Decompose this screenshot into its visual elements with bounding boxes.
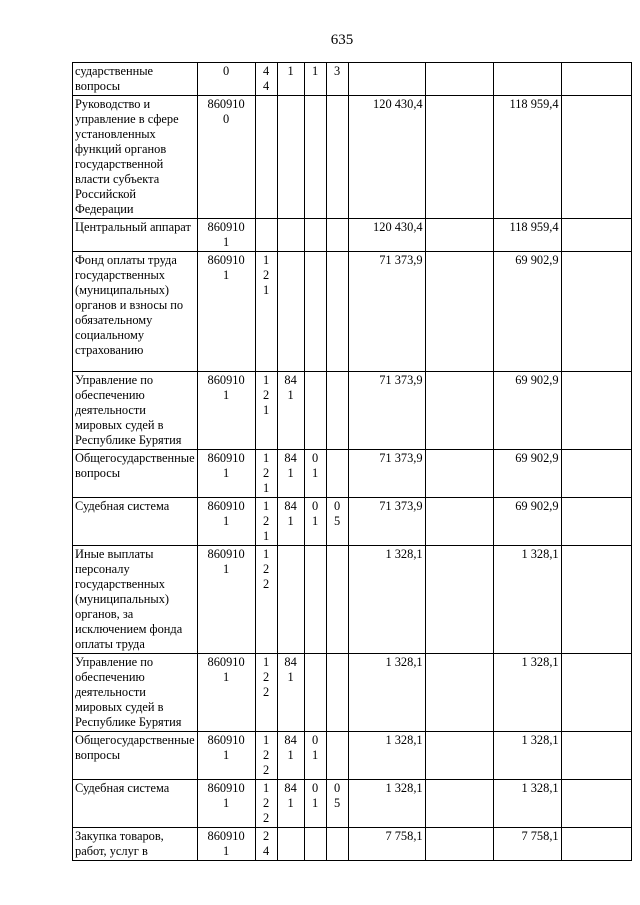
row-c4-cell	[326, 732, 348, 780]
c1-value: 1 2 2	[263, 655, 270, 699]
row-code-cell	[197, 828, 255, 861]
code-value: 860910 0	[207, 97, 245, 126]
row-amount1-cell: 1 328,1	[348, 780, 425, 828]
row-empty-cell	[425, 450, 493, 498]
table-row	[73, 654, 632, 732]
row-empty-cell	[425, 780, 493, 828]
row-c1-cell	[255, 732, 277, 780]
table-row	[73, 219, 632, 252]
table-row	[73, 498, 632, 546]
row-c1-cell	[255, 450, 277, 498]
row-c1-cell	[255, 780, 277, 828]
row-c2-cell	[277, 546, 304, 654]
row-c2-cell	[277, 828, 304, 861]
row-c4-cell	[326, 372, 348, 450]
table-row	[73, 450, 632, 498]
row-c4-cell	[326, 780, 348, 828]
c3-value: 0 1	[312, 781, 319, 810]
row-c2-cell	[277, 96, 304, 219]
row-amount2-cell: 7 758,1	[493, 828, 561, 861]
row-empty-cell	[561, 372, 631, 450]
row-empty-cell	[561, 546, 631, 654]
row-c2-cell	[277, 450, 304, 498]
row-name-cell: Управление по обеспечению деятельности мировых судей в Республике Бурятия	[73, 654, 198, 732]
row-name-cell: Судебная система	[73, 498, 198, 546]
row-code-cell	[197, 780, 255, 828]
row-code-cell	[197, 546, 255, 654]
code-value: 860910 1	[207, 829, 245, 858]
row-name-cell: Иные выплаты персоналу государственных (муниципальных) органов, за исключением фонда оплаты труда	[73, 546, 198, 654]
row-c2-cell	[277, 654, 304, 732]
c2-value: 1	[287, 64, 294, 78]
code-value: 860910 1	[207, 220, 245, 249]
row-amount1-cell: 1 328,1	[348, 654, 425, 732]
row-amount1-cell: 120 430,4	[348, 96, 425, 219]
c1-value: 1 2 1	[263, 451, 270, 495]
row-amount1-cell: 1 328,1	[348, 732, 425, 780]
c1-value: 1 2 2	[263, 781, 270, 825]
c4-value: 3	[334, 64, 341, 78]
row-empty-cell	[425, 252, 493, 372]
row-c4-cell	[326, 546, 348, 654]
row-c2-cell	[277, 732, 304, 780]
c2-value: 84 1	[284, 373, 297, 402]
row-empty-cell	[425, 372, 493, 450]
row-empty-cell	[561, 63, 631, 96]
table-row	[73, 732, 632, 780]
row-c3-cell	[304, 252, 326, 372]
budget-table	[72, 62, 632, 861]
c1-value: 1 2 2	[263, 547, 270, 591]
row-empty-cell	[561, 219, 631, 252]
row-c2-cell	[277, 219, 304, 252]
row-c3-cell	[304, 780, 326, 828]
row-amount1-cell: 71 373,9	[348, 252, 425, 372]
table-row	[73, 828, 632, 861]
row-amount2-cell: 118 959,4	[493, 219, 561, 252]
row-c2-cell	[277, 252, 304, 372]
row-c4-cell	[326, 450, 348, 498]
row-c2-cell	[277, 63, 304, 96]
row-amount2-cell: 1 328,1	[493, 546, 561, 654]
table-row	[73, 96, 632, 219]
row-c1-cell	[255, 63, 277, 96]
row-c2-cell	[277, 372, 304, 450]
row-c4-cell	[326, 498, 348, 546]
row-empty-cell	[561, 252, 631, 372]
row-c3-cell	[304, 63, 326, 96]
code-value: 860910 1	[207, 373, 245, 402]
row-amount2-cell: 69 902,9	[493, 252, 561, 372]
row-amount2-cell: 1 328,1	[493, 780, 561, 828]
row-name-cell: Закупка товаров, работ, услуг в	[73, 828, 198, 861]
row-code-cell	[197, 498, 255, 546]
row-name-cell: сударственные вопросы	[73, 63, 198, 96]
c3-value: 0 1	[312, 733, 319, 762]
row-code-cell	[197, 732, 255, 780]
c1-value: 2 4	[263, 829, 270, 858]
row-name-cell: Общегосударственные вопросы	[73, 732, 198, 780]
code-value: 0	[223, 64, 230, 78]
row-amount1-cell: 71 373,9	[348, 372, 425, 450]
row-c3-cell	[304, 546, 326, 654]
row-c2-cell	[277, 498, 304, 546]
row-name-cell: Фонд оплаты труда государственных (муниципальных) органов и взносы по обязательному социальному страхованию	[73, 252, 198, 372]
row-empty-cell	[425, 546, 493, 654]
code-value: 860910 1	[207, 655, 245, 684]
c1-value: 1 2 1	[263, 499, 270, 543]
table-row	[73, 372, 632, 450]
row-amount1-cell: 71 373,9	[348, 450, 425, 498]
table-row	[73, 252, 632, 372]
row-name-cell: Общегосударственные вопросы	[73, 450, 198, 498]
c2-value: 84 1	[284, 733, 297, 762]
row-empty-cell	[425, 63, 493, 96]
row-c1-cell	[255, 546, 277, 654]
row-c3-cell	[304, 96, 326, 219]
c3-value: 0 1	[312, 451, 319, 480]
row-c1-cell	[255, 654, 277, 732]
c1-value: 1 2 2	[263, 733, 270, 777]
code-value: 860910 1	[207, 733, 245, 762]
row-empty-cell	[561, 732, 631, 780]
row-code-cell	[197, 252, 255, 372]
row-c4-cell	[326, 252, 348, 372]
row-empty-cell	[561, 654, 631, 732]
row-c1-cell	[255, 96, 277, 219]
table-row	[73, 780, 632, 828]
row-empty-cell	[561, 96, 631, 219]
c3-value: 1	[312, 64, 319, 78]
row-amount1-cell: 120 430,4	[348, 219, 425, 252]
row-empty-cell	[425, 828, 493, 861]
row-amount2-cell: 118 959,4	[493, 96, 561, 219]
row-amount1-cell: 71 373,9	[348, 498, 425, 546]
row-empty-cell	[425, 654, 493, 732]
row-c1-cell	[255, 372, 277, 450]
row-c1-cell	[255, 252, 277, 372]
row-c3-cell	[304, 372, 326, 450]
c4-value: 0 5	[334, 499, 341, 528]
code-value: 860910 1	[207, 253, 245, 282]
row-empty-cell	[561, 780, 631, 828]
row-empty-cell	[425, 96, 493, 219]
row-empty-cell	[425, 219, 493, 252]
row-amount1-cell	[348, 63, 425, 96]
row-c1-cell	[255, 219, 277, 252]
row-c4-cell	[326, 96, 348, 219]
page-number: 635	[330, 32, 354, 48]
row-amount2-cell	[493, 63, 561, 96]
row-c4-cell	[326, 654, 348, 732]
row-c3-cell	[304, 219, 326, 252]
row-c3-cell	[304, 654, 326, 732]
row-amount1-cell: 1 328,1	[348, 546, 425, 654]
row-c4-cell	[326, 828, 348, 861]
c2-value: 84 1	[284, 451, 297, 480]
c1-value: 1 2 1	[263, 373, 270, 417]
row-c3-cell	[304, 732, 326, 780]
row-empty-cell	[425, 732, 493, 780]
row-empty-cell	[425, 498, 493, 546]
row-c1-cell	[255, 828, 277, 861]
row-name-cell: Центральный аппарат	[73, 219, 198, 252]
row-empty-cell	[561, 450, 631, 498]
row-amount2-cell: 69 902,9	[493, 450, 561, 498]
row-code-cell	[197, 63, 255, 96]
row-code-cell	[197, 654, 255, 732]
c1-value: 1 2 1	[263, 253, 270, 297]
c2-value: 84 1	[284, 655, 297, 684]
code-value: 860910 1	[207, 547, 245, 576]
c4-value: 0 5	[334, 781, 341, 810]
row-empty-cell	[561, 498, 631, 546]
table-row	[73, 546, 632, 654]
row-amount2-cell: 1 328,1	[493, 654, 561, 732]
row-c3-cell	[304, 450, 326, 498]
row-c3-cell	[304, 828, 326, 861]
row-name-cell: Судебная система	[73, 780, 198, 828]
c1-value: 4 4	[263, 64, 270, 93]
code-value: 860910 1	[207, 499, 245, 528]
row-amount2-cell: 69 902,9	[493, 498, 561, 546]
row-code-cell	[197, 96, 255, 219]
row-code-cell	[197, 372, 255, 450]
row-c4-cell	[326, 63, 348, 96]
row-amount2-cell: 69 902,9	[493, 372, 561, 450]
code-value: 860910 1	[207, 451, 245, 480]
row-code-cell	[197, 450, 255, 498]
row-name-cell: Управление по обеспечению деятельности мировых судей в Республике Бурятия	[73, 372, 198, 450]
row-amount2-cell: 1 328,1	[493, 732, 561, 780]
row-empty-cell	[561, 828, 631, 861]
row-code-cell	[197, 219, 255, 252]
table-row	[73, 63, 632, 96]
c2-value: 84 1	[284, 781, 297, 810]
row-c4-cell	[326, 219, 348, 252]
row-c2-cell	[277, 780, 304, 828]
row-c3-cell	[304, 498, 326, 546]
row-amount1-cell: 7 758,1	[348, 828, 425, 861]
row-c1-cell	[255, 498, 277, 546]
row-name-cell: Руководство и управление в сфере установленных функций органов государственной власти субъекта Российской Федерации	[73, 96, 198, 219]
code-value: 860910 1	[207, 781, 245, 810]
c3-value: 0 1	[312, 499, 319, 528]
c2-value: 84 1	[284, 499, 297, 528]
